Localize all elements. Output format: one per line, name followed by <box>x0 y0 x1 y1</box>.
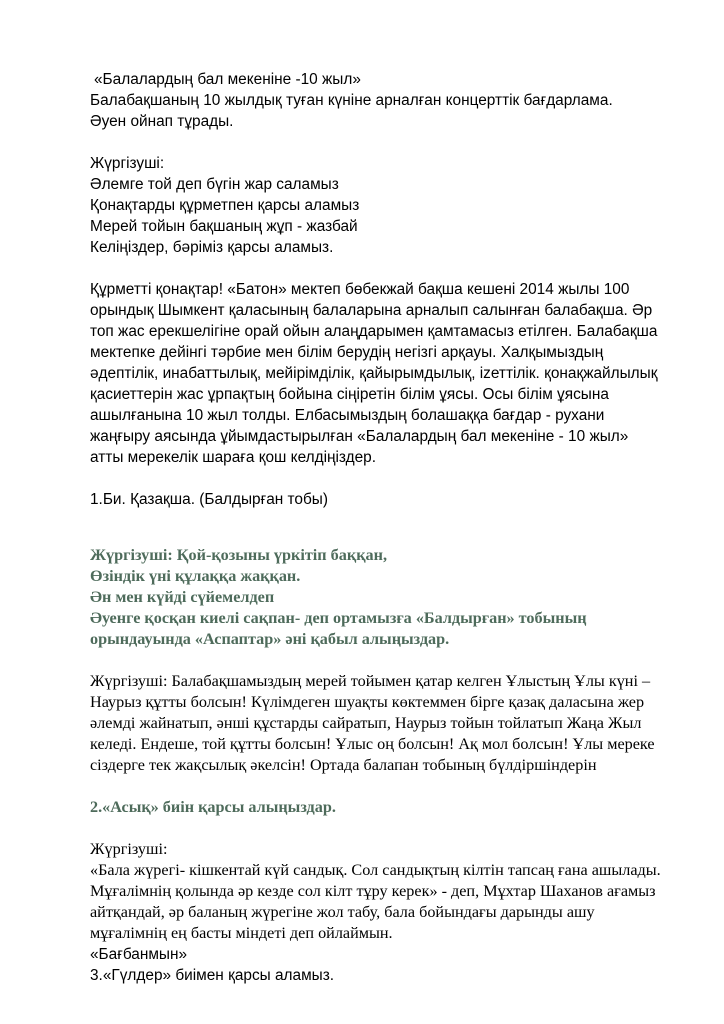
document-body <box>90 69 690 986</box>
paragraph-line: топ жас ерекшелігіне орай ойын алаңдарымен қамтамасыз етілген. Балабақша <box>90 323 658 340</box>
spacer <box>90 776 690 797</box>
program-item-text: 1.Би. Қазақша. (Балдырған тобы) <box>90 491 328 508</box>
verse-line: Әуенге қосқан киелі сақпан- деп ортамызға «Балдырған» тобының <box>90 609 587 627</box>
paragraph-line: қасиеттерін жас ұрпақтың бойына сіңіретін білім ұясы. Осы білім ұясына <box>90 386 609 403</box>
spacer <box>90 510 690 545</box>
paragraph-line: мектепке дейінгі тәрбие мен білім берудің негізгі арқауы. Халқымыздың <box>90 344 604 361</box>
paragraph-line: Мұғалімнің қолында әр кезде сол кілт тұру керек» - деп, Мұхтар Шаханов ағамыз <box>90 882 656 900</box>
verse-line: Әлемге той деп бүгін жар саламыз <box>90 176 339 193</box>
paragraph-line: айтқандай, әр баланың жүрегіне жол табу, бала бойындағы дарынды ашу <box>90 903 595 921</box>
verse-line: Мерей тойын бақшаның жұп - жазбай <box>90 218 358 235</box>
paragraph-line: әлемді жайнатып, әнші құстарды сайратып, Наурыз тойын тойлатып Жаңа Жыл <box>90 714 642 732</box>
paragraph-line: мұғалімнің ең басты міндеті деп ойлаймын. <box>90 924 393 942</box>
paragraph-line: келеді. Ендеше, той құтты болсын! Ұлыс оң болсын! Ақ мол болсын! Ұлы мереке <box>90 735 655 753</box>
verse-line: Өзіндік үні құлаққа жаққан. <box>90 567 301 585</box>
paragraph-line: әдептілік, инабаттылық, мейірімділік, қайырымдылық, izеттілік. қонақжайлылық <box>90 365 658 382</box>
program-item-3: 3.«Гүлдер» биімен қарсы аламыз. <box>90 967 335 984</box>
spacer <box>90 468 690 489</box>
paragraph-line: ашылғанына 10 жыл толды. Елбасымыздың болашаққа бағдар - рухани <box>90 407 605 424</box>
intro-paragraph <box>90 279 690 468</box>
paragraph-line: жаңғыру аясында ұйымдастырылған «Балалардың бал мекеніне - 10 жыл» <box>90 428 629 445</box>
nauryz-paragraph <box>90 671 690 776</box>
spacer <box>90 818 690 839</box>
verse-line: орындауында «Аспаптар» әні қабыл алыңыздар. <box>90 630 450 648</box>
music-note: Әуен ойнап тұрады. <box>90 113 234 130</box>
verse-line: Келіңіздер, бәріміз қарсы аламыз. <box>90 239 334 256</box>
song-title: «Бағбанмын» <box>90 946 188 963</box>
teacher-paragraph <box>90 839 690 944</box>
speaker-label: Жүргізуші: <box>90 155 165 172</box>
verse-line: Жүргізуші: Қой-қозыны үркітіп баққан, <box>90 546 387 564</box>
program-item-text: 2.«Асық» биін қарсы алыңыздар. <box>90 798 336 816</box>
program-item-2 <box>90 797 690 818</box>
program-subtitle: Балабақшаның 10 жылдық туған күніне арналған концерттік бағдарлама. <box>90 92 613 109</box>
verse-1 <box>90 153 690 258</box>
closing-block <box>90 944 690 986</box>
spacer <box>90 132 690 153</box>
paragraph-line: орындық Шымкент қаласының балаларына арналып салынған балабақша. Әр <box>90 302 653 319</box>
paragraph-line: атты мерекелік шараға қош келдіңіздер. <box>90 449 377 466</box>
paragraph-line: «Бала жүрегі- кішкентай күй сандық. Сол сандықтың кілтін тапсаң ғана ашылады. <box>90 861 661 879</box>
header-block <box>90 69 690 132</box>
paragraph-line: Құрметті қонақтар! «Батон» мектеп бөбекжай бақша кешені 2014 жылы 100 <box>90 281 630 298</box>
speaker-label: Жүргізуші: <box>90 840 168 858</box>
paragraph-line: Наурыз құтты болсын! Күлімдеген шуақты көктеммен бірге қазақ даласына жер <box>90 693 645 711</box>
spacer <box>90 258 690 279</box>
program-title: «Балалардың бал мекеніне -10 жыл» <box>94 71 361 88</box>
verse-line: Қонақтарды құрметпен қарсы аламыз <box>90 197 360 214</box>
paragraph-line: сіздерге тек жақсылық әкелсін! Ортада балапан тобының бүлдіршіндерін <box>90 756 597 774</box>
verse-line: Ән мен күйді сүйемелдеп <box>90 588 275 606</box>
paragraph-line: Жүргізуші: Балабақшамыздың мерей тойымен қатар келген Ұлыстың Ұлы күні – <box>90 672 651 690</box>
spacer <box>90 650 690 671</box>
program-item-1 <box>90 489 690 510</box>
verse-2 <box>90 545 690 650</box>
